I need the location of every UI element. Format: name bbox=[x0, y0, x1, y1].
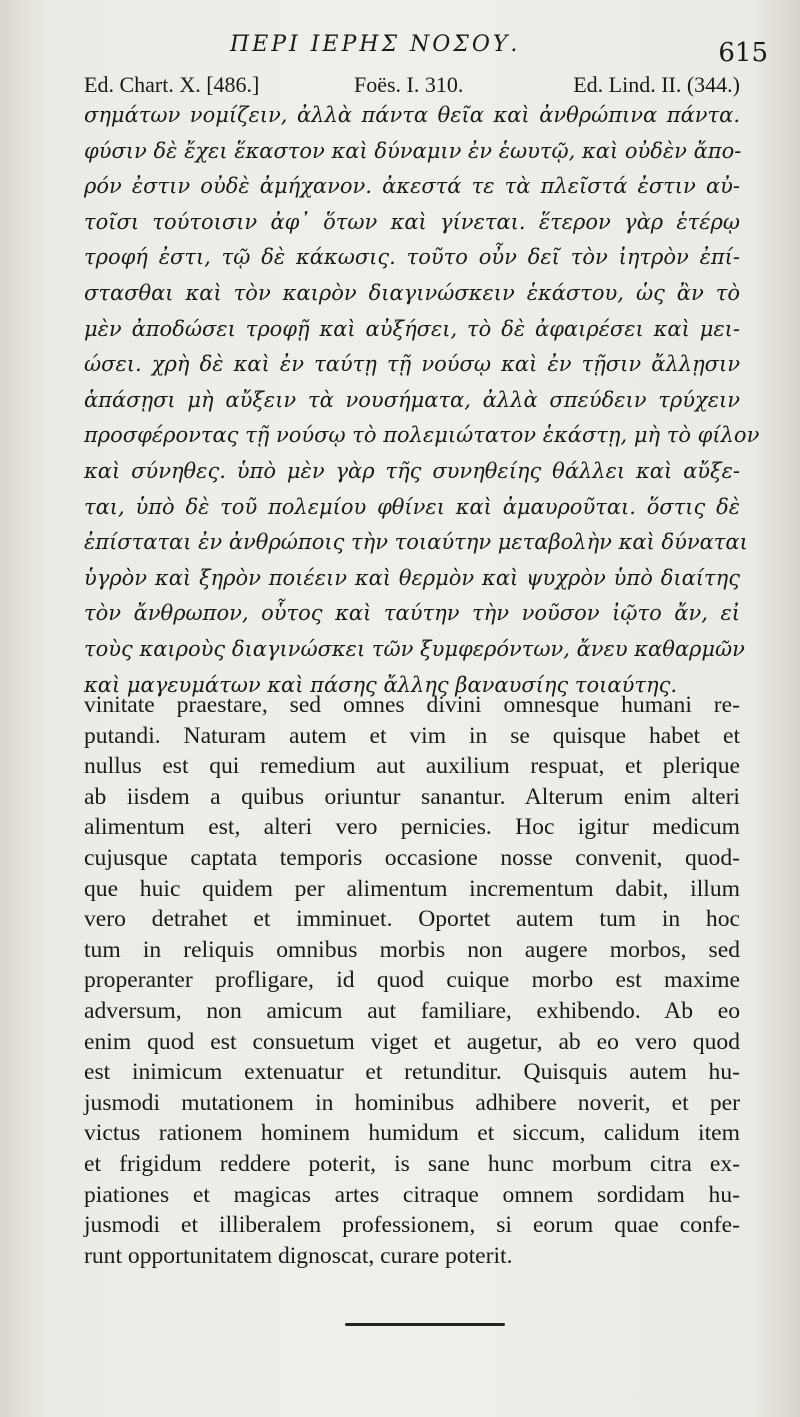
edition-chartier: Ed. Chart. X. [486.] bbox=[84, 72, 260, 97]
latin-line: jusmodi mutationem in hominibus adhibere noverit, et per bbox=[84, 1089, 740, 1116]
greek-line: τὸν ἄνθρωπον, οὗτος καὶ ταύτην τὴν νοῦσον ἰῷτο ἄν, εἰ bbox=[84, 601, 740, 626]
page-number: 615 bbox=[718, 38, 768, 68]
latin-line: vinitate praestare, sed omnes divini omnesque humani re- bbox=[84, 692, 740, 718]
latin-line: adversum, non amicum aut familiare, exhibendo. Ab eo bbox=[84, 997, 740, 1024]
running-head bbox=[0, 28, 800, 68]
greek-line: ἐπίσταται ἐν ἀνθρώποις τὴν τοιαύτην μεταβολὴν καὶ δύναται bbox=[84, 530, 748, 555]
greek-line: στασθαι καὶ τὸν καιρὸν διαγινώσκειν ἑκάστου, ὡς ἂν τὸ bbox=[84, 280, 740, 305]
latin-line: ab iisdem a quibus oriuntur sanantur. Alterum enim alteri bbox=[84, 783, 740, 810]
latin-line: est inimicum extenuatur et retunditur. Quisquis autem hu- bbox=[84, 1059, 740, 1086]
latin-line: vero detrahet et imminuet. Oportet autem tum in hoc bbox=[84, 906, 740, 933]
latin-line: victus rationem hominem humidum et siccum, calidum item bbox=[84, 1120, 740, 1147]
edition-foesius: Foës. I. 310. bbox=[354, 72, 464, 97]
greek-line: τοὺς καιροὺς διαγινώσκει τῶν ξυμφερόντων, ἄνευ καθαρμῶν bbox=[84, 636, 745, 661]
greek-line: ται, ὑπὸ δὲ τοῦ πολεμίου φθίνει καὶ ἀμαυροῦται. ὅστις δὲ bbox=[84, 494, 740, 519]
greek-line: σημάτων νομίζειν, ἀλλὰ πάντα θεῖα καὶ ἀνθρώπινα πάντα. bbox=[84, 103, 740, 127]
latin-line: properanter profligare, id quod cuique morbo est maxime bbox=[84, 967, 740, 994]
latin-translation bbox=[84, 690, 740, 1271]
latin-line: alimentum est, alteri vero pernicies. Hoc igitur medicum bbox=[84, 814, 740, 841]
running-title: ΠΕΡΙ ΙΕΡΗΣ ΝΟΣΟΥ. bbox=[230, 32, 521, 57]
greek-line: καὶ μαγευμάτων καὶ πάσης ἄλλης βαναυσίης τοιαύτης. bbox=[84, 672, 678, 697]
latin-line: jusmodi et illiberalem professionem, si eorum quae confe- bbox=[84, 1212, 740, 1239]
greek-line: μὲν ἀποδώσει τροφῇ καὶ αὐξήσει, τὸ δὲ ἀφαιρέσει καὶ μει- bbox=[84, 316, 740, 341]
greek-line: προσφέροντας τῇ νούσῳ τὸ πολεμιώτατον ἑκάστῃ, μὴ τὸ φίλον bbox=[84, 423, 760, 448]
latin-line: runt opportunitatem dignoscat, curare poterit. bbox=[84, 1242, 513, 1269]
latin-line: piationes et magicas artes citraque omnem sordidam hu- bbox=[84, 1181, 740, 1208]
greek-line: καὶ σύνηθες. ὑπὸ μὲν γὰρ τῆς συνηθείης θάλλει καὶ αὔξε- bbox=[84, 458, 740, 483]
latin-line: cujusque captata temporis occasione nosse convenit, quod- bbox=[84, 844, 740, 871]
greek-line: ὑγρὸν καὶ ξηρὸν ποιέειν καὶ θερμὸν καὶ ψυχρὸν ὑπὸ διαίτης bbox=[84, 565, 740, 590]
greek-line: ώσει. χρὴ δὲ καὶ ἐν ταύτῃ τῇ νούσῳ καὶ ἐν τῇσιν ἄλλῃσιν bbox=[84, 352, 740, 377]
latin-line: nullus est qui remedium aut auxilium respuat, et plerique bbox=[84, 753, 740, 780]
latin-line: que huic quidem per alimentum incrementum dabit, illum bbox=[84, 875, 740, 902]
latin-line: et frigidum reddere poterit, is sane hunc morbum citra ex- bbox=[84, 1150, 740, 1177]
latin-line: putandi. Naturam autem et vim in se quisque habet et bbox=[84, 722, 740, 749]
edition-linden: Ed. Lind. II. (344.) bbox=[573, 72, 740, 97]
latin-line: enim quod est consuetum viget et augetur, ab eo vero quod bbox=[84, 1028, 740, 1055]
greek-text bbox=[84, 98, 760, 703]
greek-line: φύσιν δὲ ἔχει ἕκαστον καὶ δύναμιν ἐν ἑωυτῷ, καὶ οὐδὲν ἄπο- bbox=[84, 138, 742, 163]
greek-line: τοῖσι τούτοισιν ἀφ᾽ ὅτων καὶ γίνεται. ἕτερον γὰρ ἑτέρῳ bbox=[84, 209, 740, 234]
end-rule bbox=[345, 1323, 505, 1326]
greek-line: τροφή ἐστι, τῷ δὲ κάκωσις. τοῦτο οὖν δεῖ τὸν ἰητρὸν ἐπί- bbox=[84, 245, 740, 270]
latin-line: tum in reliquis omnibus morbis non augere morbos, sed bbox=[84, 936, 740, 963]
greek-line: ἁπάσῃσι μὴ αὔξειν τὰ νουσήματα, ἀλλὰ σπεύδειν τρύχειν bbox=[84, 387, 740, 412]
greek-line: ρόν ἐστιν οὐδὲ ἀμήχανον. ἀκεστά τε τὰ πλεῖστά ἐστιν αὐ- bbox=[84, 174, 740, 199]
